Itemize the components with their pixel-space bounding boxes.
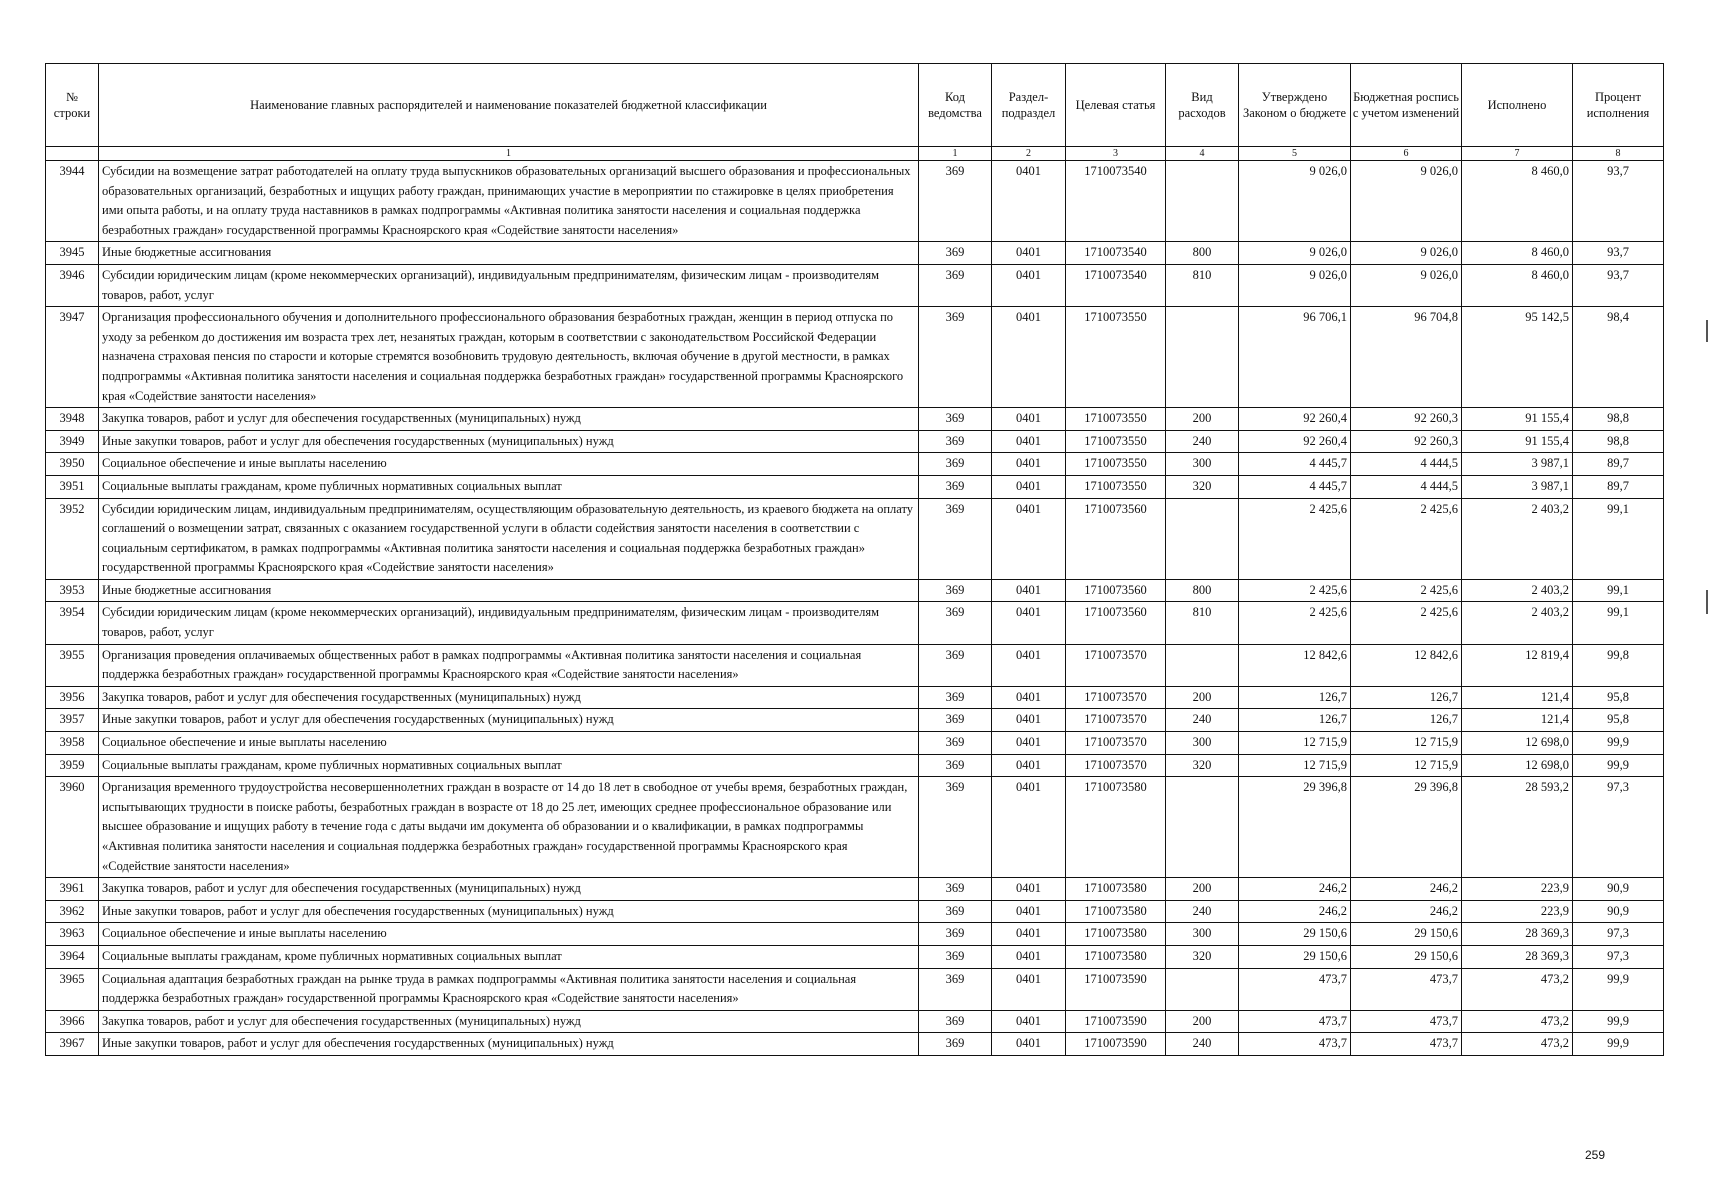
expense-type: 300 (1166, 453, 1239, 476)
row-number: 3949 (46, 430, 99, 453)
target-article: 1710073570 (1066, 644, 1166, 686)
schedule-amount: 2 425,6 (1351, 579, 1462, 602)
row-name: Социальное обеспечение и иные выплаты населению (99, 453, 919, 476)
approved-amount: 2 425,6 (1239, 579, 1351, 602)
section-code: 0401 (992, 602, 1066, 644)
row-name: Закупка товаров, работ и услуг для обеспечения государственных (муниципальных) нужд (99, 1010, 919, 1033)
approved-amount: 9 026,0 (1239, 264, 1351, 306)
dept-code: 369 (919, 408, 992, 431)
dept-code: 369 (919, 644, 992, 686)
row-number: 3959 (46, 754, 99, 777)
dept-code: 369 (919, 686, 992, 709)
target-article: 1710073560 (1066, 498, 1166, 579)
expense-type (1166, 968, 1239, 1010)
schedule-amount: 12 715,9 (1351, 732, 1462, 755)
expense-type (1166, 777, 1239, 878)
schedule-amount: 9 026,0 (1351, 264, 1462, 306)
table-row (46, 264, 1664, 306)
target-article: 1710073570 (1066, 709, 1166, 732)
row-name: Социальное обеспечение и иные выплаты населению (99, 923, 919, 946)
section-code: 0401 (992, 408, 1066, 431)
execution-percent: 98,8 (1573, 408, 1664, 431)
row-number: 3964 (46, 945, 99, 968)
expense-type: 810 (1166, 602, 1239, 644)
expense-type: 200 (1166, 408, 1239, 431)
expense-type: 240 (1166, 900, 1239, 923)
dept-code: 369 (919, 242, 992, 265)
executed-amount: 28 593,2 (1462, 777, 1573, 878)
column-number: 4 (1166, 147, 1239, 161)
section-code: 0401 (992, 777, 1066, 878)
expense-type: 320 (1166, 475, 1239, 498)
row-number: 3963 (46, 923, 99, 946)
schedule-amount: 9 026,0 (1351, 161, 1462, 242)
section-code: 0401 (992, 686, 1066, 709)
page-number: 259 (1585, 1148, 1606, 1162)
row-name: Социальная адаптация безработных граждан на рынке труда в рамках подпрограммы «Активная политика занятости населения и социальная поддержка безработных граждан» государственной программы Красноярского края «Содействие занятости населения» (99, 968, 919, 1010)
table-row (46, 732, 1664, 755)
execution-percent: 99,8 (1573, 644, 1664, 686)
dept-code: 369 (919, 777, 992, 878)
row-number: 3945 (46, 242, 99, 265)
dept-code: 369 (919, 754, 992, 777)
row-number: 3956 (46, 686, 99, 709)
dept-code: 369 (919, 1033, 992, 1056)
column-number: 2 (992, 147, 1066, 161)
executed-amount: 28 369,3 (1462, 923, 1573, 946)
execution-percent: 99,9 (1573, 968, 1664, 1010)
execution-percent: 99,1 (1573, 602, 1664, 644)
section-code: 0401 (992, 242, 1066, 265)
row-name: Субсидии на возмещение затрат работодателей на оплату труда выпускников образовательных организаций высшего образования и профессиональных образовательных организаций, безработных и ищущих работу граждан, принимающих участие в мероприятии по стажировке в целях приобретения ими опыта работы, и на оплату труда наставников в рамках подпрограммы «Активная политика занятости населения и социальная поддержка безработных граждан» государственной программы Красноярского края «Содействие занятости населения» (99, 161, 919, 242)
table-row (46, 430, 1664, 453)
target-article: 1710073570 (1066, 686, 1166, 709)
target-article: 1710073540 (1066, 161, 1166, 242)
scan-edge-mark (1706, 590, 1708, 614)
dept-code: 369 (919, 709, 992, 732)
section-code: 0401 (992, 161, 1066, 242)
executed-amount: 223,9 (1462, 900, 1573, 923)
row-number: 3965 (46, 968, 99, 1010)
table-row (46, 307, 1664, 408)
executed-amount: 121,4 (1462, 686, 1573, 709)
column-number: 6 (1351, 147, 1462, 161)
section-code: 0401 (992, 968, 1066, 1010)
schedule-amount: 246,2 (1351, 878, 1462, 901)
dept-code: 369 (919, 475, 992, 498)
target-article: 1710073550 (1066, 430, 1166, 453)
expense-type (1166, 498, 1239, 579)
approved-amount: 473,7 (1239, 1033, 1351, 1056)
executed-amount: 12 819,4 (1462, 644, 1573, 686)
row-name: Субсидии юридическим лицам (кроме некоммерческих организаций), индивидуальным предпринимателям, физическим лицам - производителям товаров, работ, услуг (99, 264, 919, 306)
section-code: 0401 (992, 498, 1066, 579)
schedule-amount: 9 026,0 (1351, 242, 1462, 265)
target-article: 1710073550 (1066, 408, 1166, 431)
executed-amount: 91 155,4 (1462, 430, 1573, 453)
target-article: 1710073540 (1066, 264, 1166, 306)
section-code: 0401 (992, 1010, 1066, 1033)
executed-amount: 12 698,0 (1462, 732, 1573, 755)
executed-amount: 8 460,0 (1462, 161, 1573, 242)
column-numbers-row (46, 147, 1664, 161)
dept-code: 369 (919, 430, 992, 453)
target-article: 1710073550 (1066, 453, 1166, 476)
row-number: 3958 (46, 732, 99, 755)
expense-type: 800 (1166, 242, 1239, 265)
execution-percent: 89,7 (1573, 453, 1664, 476)
schedule-amount: 473,7 (1351, 1033, 1462, 1056)
schedule-amount: 126,7 (1351, 686, 1462, 709)
executed-amount: 8 460,0 (1462, 264, 1573, 306)
section-code: 0401 (992, 1033, 1066, 1056)
row-number: 3967 (46, 1033, 99, 1056)
approved-amount: 473,7 (1239, 1010, 1351, 1033)
section-code: 0401 (992, 709, 1066, 732)
expense-type: 810 (1166, 264, 1239, 306)
execution-percent: 93,7 (1573, 161, 1664, 242)
row-name: Закупка товаров, работ и услуг для обеспечения государственных (муниципальных) нужд (99, 686, 919, 709)
target-article: 1710073570 (1066, 732, 1166, 755)
execution-percent: 97,3 (1573, 923, 1664, 946)
executed-amount: 95 142,5 (1462, 307, 1573, 408)
schedule-amount: 2 425,6 (1351, 498, 1462, 579)
executed-amount: 2 403,2 (1462, 579, 1573, 602)
target-article: 1710073550 (1066, 307, 1166, 408)
row-number: 3966 (46, 1010, 99, 1033)
approved-amount: 12 842,6 (1239, 644, 1351, 686)
header-section: Раздел-подраздел (992, 64, 1066, 147)
target-article: 1710073560 (1066, 602, 1166, 644)
row-name: Субсидии юридическим лицам, индивидуальным предпринимателям, осуществляющим образовательную деятельность, из краевого бюджета на оплату соглашений о возмещении затрат, связанных с оказанием государственной услуги в области содействия занятости населения в соответствии с социальным сертификатом, в рамках подпрограммы «Активная политика занятости населения и социальная поддержка безработных граждан» государственной программы Красноярского края «Содействие занятости населения» (99, 498, 919, 579)
table-row (46, 161, 1664, 242)
row-name: Социальные выплаты гражданам, кроме публичных нормативных социальных выплат (99, 754, 919, 777)
schedule-amount: 29 150,6 (1351, 923, 1462, 946)
approved-amount: 92 260,4 (1239, 430, 1351, 453)
execution-percent: 90,9 (1573, 900, 1664, 923)
dept-code: 369 (919, 161, 992, 242)
execution-percent: 99,1 (1573, 498, 1664, 579)
target-article: 1710073560 (1066, 579, 1166, 602)
target-article: 1710073580 (1066, 900, 1166, 923)
approved-amount: 9 026,0 (1239, 242, 1351, 265)
table-row (46, 579, 1664, 602)
table-row (46, 968, 1664, 1010)
schedule-amount: 12 715,9 (1351, 754, 1462, 777)
budget-document (45, 63, 1663, 1056)
header-executed: Исполнено (1462, 64, 1573, 147)
table-row (46, 878, 1664, 901)
executed-amount: 473,2 (1462, 968, 1573, 1010)
schedule-amount: 2 425,6 (1351, 602, 1462, 644)
approved-amount: 29 150,6 (1239, 945, 1351, 968)
row-number: 3951 (46, 475, 99, 498)
target-article: 1710073580 (1066, 945, 1166, 968)
expense-type: 200 (1166, 878, 1239, 901)
schedule-amount: 96 704,8 (1351, 307, 1462, 408)
table-row (46, 777, 1664, 878)
approved-amount: 126,7 (1239, 709, 1351, 732)
row-number: 3947 (46, 307, 99, 408)
approved-amount: 12 715,9 (1239, 732, 1351, 755)
execution-percent: 97,3 (1573, 945, 1664, 968)
dept-code: 369 (919, 923, 992, 946)
schedule-amount: 473,7 (1351, 1010, 1462, 1033)
execution-percent: 95,8 (1573, 686, 1664, 709)
dept-code: 369 (919, 602, 992, 644)
section-code: 0401 (992, 900, 1066, 923)
row-name: Субсидии юридическим лицам (кроме некоммерческих организаций), индивидуальным предпринимателям, физическим лицам - производителям товаров, работ, услуг (99, 602, 919, 644)
approved-amount: 29 150,6 (1239, 923, 1351, 946)
section-code: 0401 (992, 644, 1066, 686)
target-article: 1710073590 (1066, 968, 1166, 1010)
table-row (46, 754, 1664, 777)
row-name: Закупка товаров, работ и услуг для обеспечения государственных (муниципальных) нужд (99, 408, 919, 431)
schedule-amount: 12 842,6 (1351, 644, 1462, 686)
execution-percent: 99,9 (1573, 1010, 1664, 1033)
table-row (46, 900, 1664, 923)
section-code: 0401 (992, 732, 1066, 755)
expense-type: 320 (1166, 945, 1239, 968)
table-body (46, 161, 1664, 1056)
expense-type: 300 (1166, 732, 1239, 755)
header-expense-type: Вид расходов (1166, 64, 1239, 147)
executed-amount: 91 155,4 (1462, 408, 1573, 431)
table-row (46, 408, 1664, 431)
executed-amount: 121,4 (1462, 709, 1573, 732)
expense-type: 300 (1166, 923, 1239, 946)
executed-amount: 8 460,0 (1462, 242, 1573, 265)
row-number: 3950 (46, 453, 99, 476)
execution-percent: 99,9 (1573, 754, 1664, 777)
table-row (46, 644, 1664, 686)
row-name: Организация профессионального обучения и дополнительного профессионального образования безработных граждан, женщин в период отпуска по уходу за ребенком до достижения им возраста трех лет, незанятых граждан, которым в соответствии с законодательством Российской Федерации назначена страховая пенсия по старости и которые стремятся возобновить трудовую деятельность, включая обучение в другой местности, в рамках подпрограммы «Активная политика занятости населения и социальная поддержка безработных граждан» государственной программы Красноярского края «Содействие занятости населения» (99, 307, 919, 408)
table-row (46, 709, 1664, 732)
column-number: 5 (1239, 147, 1351, 161)
row-number: 3955 (46, 644, 99, 686)
row-name: Иные бюджетные ассигнования (99, 242, 919, 265)
header-name: Наименование главных распорядителей и наименование показателей бюджетной классификации (99, 64, 919, 147)
dept-code: 369 (919, 307, 992, 408)
executed-amount: 223,9 (1462, 878, 1573, 901)
dept-code: 369 (919, 945, 992, 968)
execution-percent: 93,7 (1573, 264, 1664, 306)
execution-percent: 99,9 (1573, 732, 1664, 755)
approved-amount: 246,2 (1239, 900, 1351, 923)
row-name: Иные закупки товаров, работ и услуг для обеспечения государственных (муниципальных) нужд (99, 430, 919, 453)
section-code: 0401 (992, 430, 1066, 453)
dept-code: 369 (919, 968, 992, 1010)
expense-type (1166, 161, 1239, 242)
approved-amount: 246,2 (1239, 878, 1351, 901)
section-code: 0401 (992, 923, 1066, 946)
row-number: 3957 (46, 709, 99, 732)
execution-percent: 93,7 (1573, 242, 1664, 265)
row-name: Иные закупки товаров, работ и услуг для обеспечения государственных (муниципальных) нужд (99, 1033, 919, 1056)
approved-amount: 2 425,6 (1239, 602, 1351, 644)
expense-type: 800 (1166, 579, 1239, 602)
expense-type (1166, 307, 1239, 408)
table-row (46, 1033, 1664, 1056)
approved-amount: 473,7 (1239, 968, 1351, 1010)
executed-amount: 2 403,2 (1462, 602, 1573, 644)
execution-percent: 97,3 (1573, 777, 1664, 878)
expense-type: 200 (1166, 686, 1239, 709)
approved-amount: 4 445,7 (1239, 475, 1351, 498)
schedule-amount: 126,7 (1351, 709, 1462, 732)
target-article: 1710073580 (1066, 777, 1166, 878)
schedule-amount: 473,7 (1351, 968, 1462, 1010)
row-name: Закупка товаров, работ и услуг для обеспечения государственных (муниципальных) нужд (99, 878, 919, 901)
execution-percent: 99,1 (1573, 579, 1664, 602)
table-row (46, 945, 1664, 968)
target-article: 1710073590 (1066, 1033, 1166, 1056)
approved-amount: 12 715,9 (1239, 754, 1351, 777)
header-percent: Процент исполнения (1573, 64, 1664, 147)
column-number: 1 (919, 147, 992, 161)
row-number: 3944 (46, 161, 99, 242)
section-code: 0401 (992, 475, 1066, 498)
target-article: 1710073540 (1066, 242, 1166, 265)
header-rownum: № строки (46, 64, 99, 147)
target-article: 1710073550 (1066, 475, 1166, 498)
section-code: 0401 (992, 579, 1066, 602)
expense-type: 240 (1166, 430, 1239, 453)
schedule-amount: 29 396,8 (1351, 777, 1462, 878)
section-code: 0401 (992, 453, 1066, 476)
target-article: 1710073580 (1066, 923, 1166, 946)
schedule-amount: 92 260,3 (1351, 408, 1462, 431)
executed-amount: 12 698,0 (1462, 754, 1573, 777)
schedule-amount: 4 444,5 (1351, 453, 1462, 476)
row-number: 3946 (46, 264, 99, 306)
executed-amount: 473,2 (1462, 1010, 1573, 1033)
column-number: 1 (99, 147, 919, 161)
expense-type: 200 (1166, 1010, 1239, 1033)
table-row (46, 242, 1664, 265)
schedule-amount: 29 150,6 (1351, 945, 1462, 968)
header-dept-code: Код ведомства (919, 64, 992, 147)
table-row (46, 1010, 1664, 1033)
execution-percent: 95,8 (1573, 709, 1664, 732)
row-name: Организация проведения оплачиваемых общественных работ в рамках подпрограммы «Активная политика занятости населения и социальная поддержка безработных граждан» государственной программы Красноярского края «Содействие занятости населения» (99, 644, 919, 686)
row-name: Иные закупки товаров, работ и услуг для обеспечения государственных (муниципальных) нужд (99, 900, 919, 923)
execution-percent: 98,4 (1573, 307, 1664, 408)
row-number: 3948 (46, 408, 99, 431)
budget-execution-table (45, 63, 1664, 1056)
section-code: 0401 (992, 307, 1066, 408)
dept-code: 369 (919, 498, 992, 579)
executed-amount: 28 369,3 (1462, 945, 1573, 968)
scan-edge-mark (1706, 320, 1708, 342)
executed-amount: 3 987,1 (1462, 475, 1573, 498)
schedule-amount: 246,2 (1351, 900, 1462, 923)
executed-amount: 2 403,2 (1462, 498, 1573, 579)
executed-amount: 473,2 (1462, 1033, 1573, 1056)
table-row (46, 475, 1664, 498)
schedule-amount: 92 260,3 (1351, 430, 1462, 453)
approved-amount: 2 425,6 (1239, 498, 1351, 579)
row-name: Иные закупки товаров, работ и услуг для обеспечения государственных (муниципальных) нужд (99, 709, 919, 732)
approved-amount: 96 706,1 (1239, 307, 1351, 408)
table-header (46, 64, 1664, 161)
row-number: 3952 (46, 498, 99, 579)
column-number: 7 (1462, 147, 1573, 161)
column-number: 8 (1573, 147, 1664, 161)
row-number: 3953 (46, 579, 99, 602)
expense-type: 320 (1166, 754, 1239, 777)
column-number: 3 (1066, 147, 1166, 161)
row-name: Социальные выплаты гражданам, кроме публичных нормативных социальных выплат (99, 945, 919, 968)
execution-percent: 98,8 (1573, 430, 1664, 453)
approved-amount: 4 445,7 (1239, 453, 1351, 476)
expense-type (1166, 644, 1239, 686)
column-number (46, 147, 99, 161)
dept-code: 369 (919, 264, 992, 306)
header-approved: Утверждено Законом о бюджете (1239, 64, 1351, 147)
dept-code: 369 (919, 1010, 992, 1033)
header-schedule: Бюджетная роспись с учетом изменений (1351, 64, 1462, 147)
dept-code: 369 (919, 900, 992, 923)
table-row (46, 686, 1664, 709)
target-article: 1710073580 (1066, 878, 1166, 901)
row-number: 3960 (46, 777, 99, 878)
dept-code: 369 (919, 732, 992, 755)
dept-code: 369 (919, 453, 992, 476)
approved-amount: 9 026,0 (1239, 161, 1351, 242)
dept-code: 369 (919, 878, 992, 901)
section-code: 0401 (992, 878, 1066, 901)
target-article: 1710073570 (1066, 754, 1166, 777)
table-row (46, 498, 1664, 579)
table-row (46, 602, 1664, 644)
execution-percent: 90,9 (1573, 878, 1664, 901)
table-row (46, 923, 1664, 946)
execution-percent: 99,9 (1573, 1033, 1664, 1056)
execution-percent: 89,7 (1573, 475, 1664, 498)
approved-amount: 29 396,8 (1239, 777, 1351, 878)
row-name: Иные бюджетные ассигнования (99, 579, 919, 602)
expense-type: 240 (1166, 709, 1239, 732)
executed-amount: 3 987,1 (1462, 453, 1573, 476)
section-code: 0401 (992, 945, 1066, 968)
expense-type: 240 (1166, 1033, 1239, 1056)
row-number: 3961 (46, 878, 99, 901)
approved-amount: 92 260,4 (1239, 408, 1351, 431)
row-name: Организация временного трудоустройства несовершеннолетних граждан в возрасте от 14 до 18 лет в свободное от учебы время, безработных граждан, испытывающих трудности в поиске работы, безработных граждан в возрасте от 18 до 25 лет, имеющих среднее профессиональное образование или высшее образование и ищущих работу в течение года с даты выдачи им документа об образовании и о квалификации, в рамках подпрограммы «Активная политика занятости населения и социальная поддержка безработных граждан» государственной программы Красноярского края «Содействие занятости населения» (99, 777, 919, 878)
dept-code: 369 (919, 579, 992, 602)
target-article: 1710073590 (1066, 1010, 1166, 1033)
row-name: Социальное обеспечение и иные выплаты населению (99, 732, 919, 755)
section-code: 0401 (992, 264, 1066, 306)
table-row (46, 453, 1664, 476)
row-name: Социальные выплаты гражданам, кроме публичных нормативных социальных выплат (99, 475, 919, 498)
section-code: 0401 (992, 754, 1066, 777)
row-number: 3954 (46, 602, 99, 644)
header-target: Целевая статья (1066, 64, 1166, 147)
row-number: 3962 (46, 900, 99, 923)
approved-amount: 126,7 (1239, 686, 1351, 709)
schedule-amount: 4 444,5 (1351, 475, 1462, 498)
